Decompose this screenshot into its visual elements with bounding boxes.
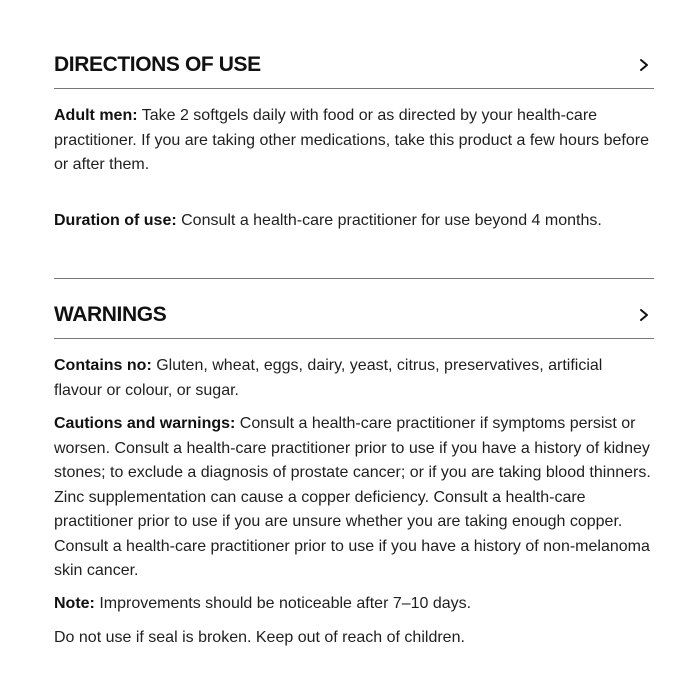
adult-men-directions	[54, 104, 654, 178]
directions-title: DIRECTIONS OF USE	[54, 53, 261, 76]
chevron-right-icon[interactable]	[638, 58, 650, 72]
cautions-and-warnings	[54, 412, 654, 584]
contains-no-text: Gluten, wheat, eggs, dairy, yeast, citrus, preservatives, artificial flavour or colour, or sugar.	[54, 357, 603, 399]
cautions-text: Consult a health-care practitioner if symptoms persist or worsen. Consult a health-care practitioner prior to use if you have a history of kidney stones; to exclude a diagnosis of prostate cancer; or if you are taking blood thinners. Zinc supplementation can cause a copper deficiency. Consult a health-care practitioner prior to use if you are unsure whether you are taking enough copper. Consult a health-care practitioner prior to use if you have a history of non-melanoma skin cancer.	[54, 415, 651, 579]
warnings-section-header[interactable]	[54, 292, 654, 339]
note-text: Improvements should be noticeable after 7–10 days.	[94, 595, 472, 612]
section-divider	[54, 278, 654, 279]
seal-warning: Do not use if seal is broken. Keep out of reach of children.	[54, 629, 465, 646]
note	[54, 592, 654, 617]
adult-men-text: Take 2 softgels daily with food or as directed by your health-care practitioner. If you are taking other medications, take this product a few hours before or after them.	[54, 107, 649, 173]
contains-no	[54, 354, 654, 403]
duration-text: Consult a health-care practitioner for use beyond 4 months.	[176, 212, 602, 229]
contains-no-label: Contains no:	[54, 357, 152, 374]
duration-of-use	[54, 209, 654, 234]
chevron-right-icon[interactable]	[638, 308, 650, 322]
adult-men-label: Adult men:	[54, 107, 138, 124]
directions-section-header[interactable]	[54, 42, 654, 89]
note-label: Note:	[54, 595, 95, 612]
duration-label: Duration of use:	[54, 212, 177, 229]
warnings-title: WARNINGS	[54, 303, 167, 326]
cautions-label: Cautions and warnings:	[54, 415, 236, 432]
product-info-panel	[54, 0, 654, 700]
